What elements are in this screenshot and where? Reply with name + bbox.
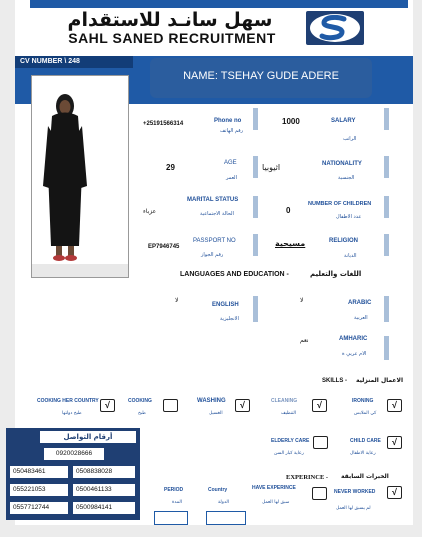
brand-name-arabic: سهل سانـد للاستقدام bbox=[67, 9, 273, 31]
skills-title: SKILLS - bbox=[322, 378, 347, 384]
religion-label-ar: الديانة bbox=[344, 253, 357, 259]
cooking-country-checkbox[interactable]: √ bbox=[100, 399, 115, 412]
skills-title-ar: الاعمال المنزلية bbox=[356, 377, 404, 384]
arabic-label: ARABIC bbox=[348, 300, 372, 306]
children-bar bbox=[384, 196, 389, 218]
english-value: لا bbox=[175, 297, 179, 304]
nationality-label-ar: الجنسية bbox=[338, 175, 355, 181]
elderly-care-label-ar: رعاية كبار السن bbox=[274, 451, 304, 456]
marital-bar bbox=[253, 196, 258, 218]
child-care-label-ar: رعاية الاطفال bbox=[350, 451, 376, 456]
contact-number[interactable]: 0508838028 bbox=[73, 466, 135, 478]
age-label: AGE bbox=[224, 160, 237, 166]
never-worked-label-ar: لم يسبق لها العمل bbox=[336, 506, 371, 511]
passport-value: EP7946745 bbox=[148, 244, 180, 250]
passport-label-ar: رقم الجواز bbox=[201, 252, 224, 258]
period-field[interactable] bbox=[154, 511, 188, 525]
salary-value: 1000 bbox=[282, 117, 300, 126]
arabic-label-ar: العربية bbox=[354, 315, 368, 321]
ironing-label: IRONING bbox=[352, 398, 374, 404]
experience-title: EXPERINCE - bbox=[286, 474, 329, 481]
person-photo-icon bbox=[32, 76, 129, 278]
arabic-value: لا bbox=[300, 297, 304, 304]
cooking-label: COOKING bbox=[128, 398, 152, 404]
age-bar bbox=[253, 156, 258, 178]
religion-value: مسيحية bbox=[275, 239, 306, 248]
candidate-name: NAME: TSEHAY GUDE ADERE bbox=[183, 70, 339, 82]
contact-main-number[interactable]: 0920028666 bbox=[44, 448, 104, 460]
contact-number[interactable]: 0500984141 bbox=[73, 502, 135, 514]
never-worked-label: NEVER WORKED bbox=[334, 489, 376, 495]
contact-title: أرقام التواصل bbox=[40, 431, 136, 443]
amharic-value: نعم bbox=[300, 337, 309, 344]
phone-value: +25191566314 bbox=[143, 121, 184, 127]
marital-value: عزباء bbox=[143, 208, 157, 215]
cv-number: CV NUMBER \ 248 bbox=[20, 58, 80, 65]
cooking-checkbox[interactable] bbox=[163, 399, 178, 412]
have-experience-label-ar: سبق لها العمل bbox=[262, 500, 290, 505]
children-label: NUMBER OF CHILDREN bbox=[308, 201, 372, 207]
never-worked-checkbox[interactable]: √ bbox=[387, 486, 402, 499]
age-value: 29 bbox=[166, 163, 175, 172]
child-care-label: CHILD CARE bbox=[350, 438, 381, 444]
cooking-label-ar: طبخ bbox=[138, 411, 146, 416]
washing-label-ar: الغسيل bbox=[209, 411, 223, 416]
period-label: PERIOD bbox=[164, 487, 184, 493]
amharic-label-ar: الام عربي ة bbox=[342, 351, 367, 357]
arabic-bar bbox=[384, 296, 389, 322]
english-label-ar: الانجليزية bbox=[220, 316, 239, 322]
elderly-care-checkbox[interactable] bbox=[313, 436, 328, 449]
experience-title-ar: الخبرات السابقة bbox=[341, 473, 389, 480]
english-label: ENGLISH bbox=[212, 302, 239, 308]
nationality-label: NATIONALITY bbox=[322, 161, 362, 167]
company-logo-icon bbox=[306, 11, 364, 45]
period-label-ar: المدة bbox=[172, 500, 182, 505]
nationality-value: اثيوبيا bbox=[262, 163, 281, 172]
washing-checkbox[interactable]: √ bbox=[235, 399, 250, 412]
child-care-checkbox[interactable]: √ bbox=[387, 436, 402, 449]
salary-bar bbox=[384, 108, 389, 130]
contact-number[interactable]: 055221053 bbox=[10, 484, 68, 496]
country-label: Country bbox=[208, 487, 228, 493]
cooking-country-label: COOKING HER COUNTRY bbox=[37, 398, 99, 404]
country-field[interactable] bbox=[206, 511, 246, 525]
religion-label: RELIGION bbox=[329, 238, 359, 244]
elderly-care-label: ELDERLY CARE bbox=[271, 438, 310, 444]
amharic-label: AMHARIC bbox=[339, 336, 368, 342]
phone-bar bbox=[253, 108, 258, 130]
phone-label: Phone no bbox=[214, 118, 242, 124]
brand-name-english: SAHL SANED RECRUITMENT bbox=[68, 30, 276, 46]
contact-number[interactable]: 0500461133 bbox=[73, 484, 135, 496]
contact-number[interactable]: 050483461 bbox=[10, 466, 68, 478]
salary-label-ar: الراتب bbox=[343, 136, 357, 142]
passport-label: PASSPORT NO bbox=[193, 238, 236, 244]
age-label-ar: العمر bbox=[226, 175, 237, 181]
country-label-ar: الدولة bbox=[218, 500, 229, 505]
marital-label-ar: الحالة الاجتماعية bbox=[200, 211, 234, 217]
english-bar bbox=[253, 296, 258, 322]
header-accent-bar bbox=[30, 0, 408, 8]
salary-label: SALARY bbox=[331, 118, 356, 124]
have-experience-checkbox[interactable] bbox=[312, 487, 327, 500]
candidate-photo bbox=[31, 75, 129, 278]
cleaning-checkbox[interactable]: √ bbox=[312, 399, 327, 412]
languages-title-ar: اللغات والتعليم bbox=[310, 270, 362, 278]
phone-label-ar: رقم الهاتف bbox=[220, 128, 244, 134]
religion-bar bbox=[384, 234, 389, 256]
cooking-country-label-ar: طبخ دولتها bbox=[62, 411, 82, 416]
ironing-label-ar: كي الملابس bbox=[354, 411, 377, 416]
contact-number[interactable]: 0557712744 bbox=[10, 502, 68, 514]
marital-label: MARITAL STATUS bbox=[187, 197, 239, 203]
cleaning-label-ar: التنظيف bbox=[281, 411, 297, 416]
children-value: 0 bbox=[286, 206, 291, 215]
washing-label: WASHING bbox=[197, 398, 226, 404]
nationality-bar bbox=[384, 156, 389, 178]
passport-bar bbox=[253, 234, 258, 256]
ironing-checkbox[interactable]: √ bbox=[387, 399, 402, 412]
have-experience-label: HAVE EXPERINCE bbox=[252, 485, 296, 491]
cleaning-label: CLEANING bbox=[271, 398, 298, 404]
amharic-bar bbox=[384, 336, 389, 360]
children-label-ar: عدد الاطفال bbox=[336, 214, 362, 220]
languages-title: LANGUAGES AND EDUCATION - bbox=[180, 271, 289, 278]
